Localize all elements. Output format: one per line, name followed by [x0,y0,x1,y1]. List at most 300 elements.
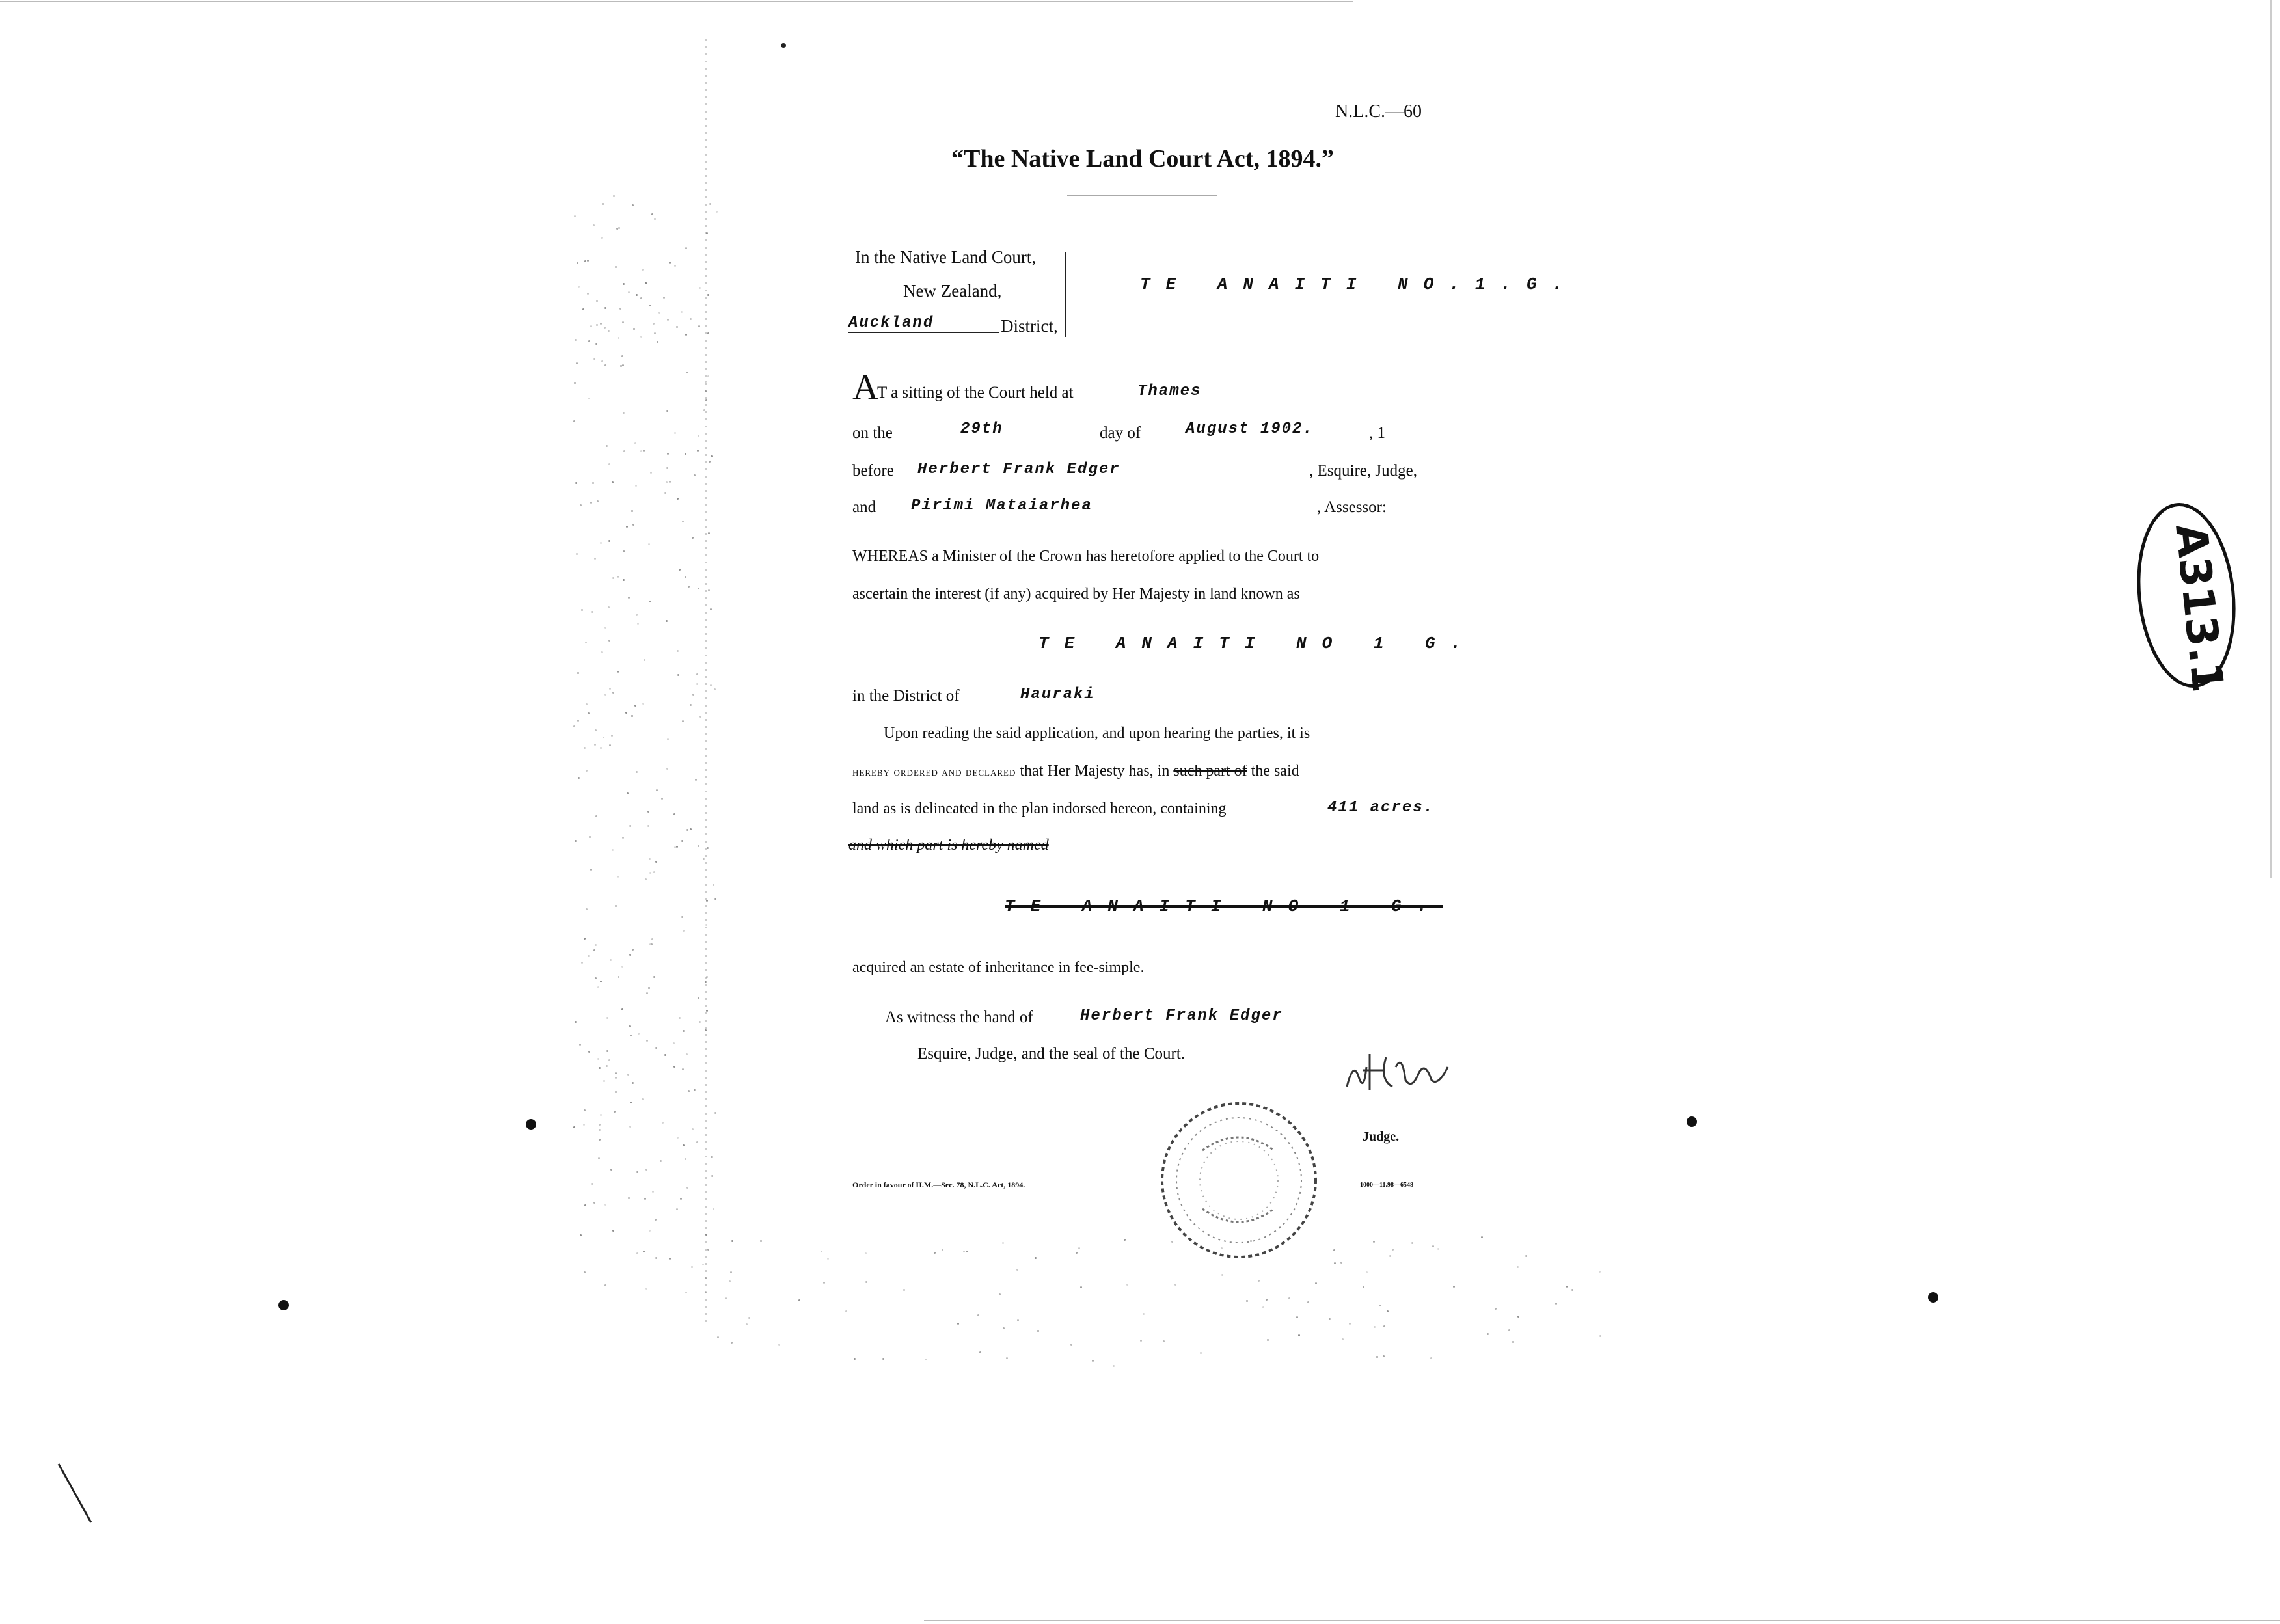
scan-speck [698,435,699,437]
order-end: the said [1251,763,1299,779]
scan-speck [623,450,625,452]
sitting-line-1: T a sitting of the Court held at [877,384,1074,401]
whereas-line-2: ascertain the interest (if any) acquired by Her Majesty in land known as [852,586,1300,602]
scan-speck [711,1175,713,1177]
scan-speck [1379,1305,1381,1306]
scan-speck [612,849,614,851]
scan-speck [612,1230,614,1232]
scan-speck [1376,1356,1378,1358]
scan-speck [583,1124,585,1126]
scan-speck [682,1068,684,1070]
scan-speck [706,232,708,234]
scan-speck [1221,1274,1223,1276]
scan-speck [584,747,586,749]
scan-speck [634,705,636,707]
scan-speck [1517,1316,1519,1318]
scan-speck [606,445,608,447]
scan-speck [594,558,596,560]
scan-speck [578,286,580,288]
scan-speck [666,467,668,469]
district-of-label: in the District of [852,687,960,705]
court-bracket [1061,252,1066,337]
scan-speck [630,1035,632,1036]
scan-speck [698,588,699,589]
scan-speck [1174,1284,1176,1286]
scan-speck [598,1157,600,1159]
scan-speck [615,266,617,268]
ink-speck [526,1119,536,1130]
scan-speck [731,1342,733,1344]
scan-speck [575,339,577,341]
scan-speck [669,481,671,483]
scan-speck [588,398,590,399]
scan-speck [1387,1310,1389,1312]
witness-line-2: Esquire, Judge, and the seal of the Court. [917,1045,1186,1062]
scan-speck [649,872,651,874]
scan-speck [604,627,606,629]
scan-speck [1508,1329,1510,1331]
scan-speck [609,688,611,690]
scan-speck [692,694,694,696]
scan-speck [1035,1257,1037,1259]
scan-speck [676,326,678,328]
scan-speck [679,569,681,571]
scan-speck [649,304,651,306]
scan-speck [640,336,642,338]
scan-speck [600,981,602,982]
scan-speck [576,362,578,364]
scan-speck [628,291,630,293]
scan-speck [574,215,576,217]
scan-speck [633,328,635,330]
scan-speck [674,432,676,434]
scan-speck [681,311,683,313]
scan-speck [655,1257,657,1259]
scan-speck [651,938,653,940]
scan-speck [934,1252,936,1254]
scan-speck [618,976,619,978]
scan-speck [707,294,709,296]
scan-speck [725,1297,727,1299]
scan-speck [666,768,668,770]
scan-speck [966,1251,968,1252]
scan-speck [603,737,604,738]
scan-speck [1163,1340,1165,1342]
scan-speck [599,1124,601,1126]
scan-speck [631,715,633,717]
footer-right: 1000—11.98—6548 [1360,1182,1413,1189]
scan-speck [683,1144,685,1146]
scan-speck [593,358,595,360]
scan-speck [669,1258,671,1260]
scan-speck [584,260,586,262]
scan-speck [600,323,602,325]
scan-speck [622,837,624,839]
scan-speck [597,500,599,502]
scan-speck [1080,1286,1082,1288]
scan-speck [705,390,707,392]
scan-speck [593,949,595,951]
scan-speck [760,1240,762,1242]
scan-speck [1296,1316,1298,1318]
scan-speck [688,1090,690,1092]
scan-speck [1140,1340,1142,1342]
scan-speck [654,218,656,220]
scan-speck [1571,1289,1573,1291]
scan-speck [710,608,712,610]
scan-speck [1334,1262,1336,1264]
scan-speck [651,213,653,215]
scan-speck [1512,1341,1514,1343]
scan-speck [584,1271,586,1273]
scan-speck [714,688,716,690]
scan-speck [698,845,699,847]
scan-speck [627,1074,629,1076]
scan-speck [963,1251,965,1252]
scan-speck [667,319,669,321]
scan-speck [595,729,597,731]
scan-speck [1126,1284,1128,1286]
scan-speck [663,297,665,299]
scan-speck [679,1017,681,1019]
scan-speck [957,1323,959,1325]
scan-speck [1389,1255,1391,1257]
scan-speck [608,640,610,642]
scan-speck [686,372,688,373]
judge-title: , Esquire, Judge, [1309,462,1417,480]
judge-signature [1340,1041,1458,1100]
scan-speck [1411,1242,1413,1244]
scan-speck [588,1051,590,1053]
scan-speck [630,1102,632,1103]
scan-speck [621,966,623,968]
scan-speck [1363,1286,1364,1288]
scan-speck [696,1141,698,1143]
scan-speck [705,1291,707,1293]
scan-speck [1437,1248,1439,1250]
scan-speck [585,642,587,643]
scan-speck [579,1044,581,1046]
scan-speck [629,825,631,827]
scan-speck [1246,1300,1248,1302]
scan-speck [669,262,671,264]
district-label: District, [1001,316,1058,336]
scan-speck [1383,1355,1385,1357]
scan-speck [729,1280,731,1282]
scan-speck [595,343,597,345]
scan-speck [576,553,578,555]
scan-speck [778,1344,780,1346]
scan-speck [599,1067,601,1069]
scan-speck [600,747,602,749]
scan-speck [651,943,653,945]
scan-speck [1143,1313,1145,1315]
scan-speck [1078,1247,1080,1249]
scan-speck [666,481,668,483]
scan-speck [705,924,707,926]
scan-speck [608,606,610,608]
year-suffix: , 1 [1369,424,1385,442]
scan-speck [1076,1252,1078,1254]
scan-speck [634,442,636,444]
scan-speck [705,1234,707,1236]
scan-speck [711,455,712,457]
order-text: that Her Majesty has, in [1020,763,1170,779]
scan-speck [903,1289,905,1291]
scan-speck [688,586,690,588]
scan-speck [638,1033,640,1035]
scan-speck [1258,1280,1260,1282]
scan-speck [606,1065,608,1067]
scan-speck [584,1204,586,1206]
scan-speck [657,341,658,343]
scan-speck [655,1047,657,1049]
scan-speck [666,620,668,622]
scan-speck [573,725,575,727]
scan-speck [1092,1360,1094,1362]
scan-speck [1430,1357,1432,1359]
scan-speck [590,502,592,504]
scan-speck [621,1008,623,1010]
scan-speck [636,294,638,296]
scan-speck [584,1109,586,1111]
assessor-title: , Assessor: [1317,498,1387,516]
scan-speck [686,829,688,831]
scan-speck [676,1208,678,1210]
scan-speck [865,1281,867,1283]
block-name: TE ANAITI NO.1.G. [1140,275,1579,294]
scan-speck [655,861,657,863]
scan-speck [1070,1344,1072,1346]
scan-speck [573,1126,575,1128]
scan-speck [696,683,698,685]
scan-speck [666,410,668,412]
scan-speck [999,1293,1001,1295]
scan-speck [612,577,614,579]
district-of-name: Hauraki [1020,686,1095,703]
scan-speck [601,237,603,239]
sitting-day: 29th [960,420,1003,438]
scan-speck [1374,1326,1376,1328]
scan-speck [644,1198,646,1200]
scan-speck [612,692,614,694]
scan-speck [626,526,628,528]
scan-speck [604,694,606,696]
scan-speck [636,1171,638,1173]
order-line-3: land as is delineated in the plan indorsed hereon, containing [852,800,1227,817]
order-caps: hereby ordered and declared [852,765,1016,778]
scan-speck [798,1299,800,1301]
scan-speck [1037,1330,1039,1332]
scan-speck [643,1251,645,1252]
scan-speck [660,1160,662,1162]
scan-speck [1487,1333,1489,1335]
scan-speck [711,1156,712,1158]
scan-speck [692,1128,694,1130]
scan-speck [706,900,708,902]
scan-speck [615,905,617,907]
scan-speck [604,327,606,329]
scan-speck [1599,1271,1601,1273]
scan-speck [601,360,603,362]
scan-speck [686,1053,688,1055]
scan-speck [681,916,683,918]
scan-speck [608,463,610,465]
estate-line: acquired an estate of inheritance in fee-simple. [852,959,1145,976]
scan-speck [640,297,642,299]
scan-speck [591,611,593,613]
scan-speck [655,1219,657,1221]
scan-speck [705,399,707,401]
page-title: “The Native Land Court Act, 1894.” [951,145,1334,172]
scan-speck [865,1252,867,1254]
scan-speck [642,269,644,271]
scan-speck [604,1284,606,1286]
scan-speck [705,1277,707,1279]
scan-speck [652,1191,654,1193]
scan-speck [709,461,711,463]
scan-speck [1373,1241,1375,1243]
scan-speck [597,1058,599,1060]
scan-speck [606,1017,608,1019]
scan-speck [611,735,613,737]
scan-speck [731,1240,733,1242]
scan-speck [615,1091,617,1093]
scan-speck [707,375,709,377]
ink-speck [278,1300,289,1310]
scan-speck [664,1054,666,1056]
scan-speck [647,825,649,827]
scan-speck [1288,1297,1290,1299]
scan-speck [710,684,712,686]
scan-speck [1307,1301,1309,1303]
scan-speck [667,453,669,455]
order-line-1: Upon reading the said application, and upon hearing the parties, it is [884,725,1310,742]
title-divider [1067,195,1217,196]
scan-speck [627,792,629,794]
scan-speck [707,1249,709,1251]
scan-speck [845,1310,847,1312]
scan-speck [587,260,589,262]
scan-speck [1298,1334,1300,1336]
scan-speck [593,224,595,226]
witness-judge-name: Herbert Frank Edger [1080,1007,1283,1025]
scan-speck [577,262,578,264]
scan-speck [1315,1282,1317,1284]
scan-speck [610,959,612,961]
scan-speck [580,504,582,506]
scan-speck [619,308,621,310]
scan-speck [686,1187,688,1189]
scan-speck [653,871,655,873]
scan-speck [1432,1245,1434,1247]
scan-speck [593,1202,595,1204]
scan-speck [1517,1266,1519,1268]
scan-speck [977,1314,979,1316]
scan-speck [677,650,679,652]
scan-speck [1262,1306,1264,1308]
scan-speck [575,482,577,484]
scan-speck [682,521,684,522]
court-seal [1157,1098,1321,1262]
scan-speck [578,777,580,779]
scan-speck [1342,1338,1344,1340]
scan-speck [636,1252,638,1254]
scan-speck [577,672,579,674]
scan-speck [623,550,625,552]
scan-speck [642,1098,644,1100]
scan-speck [1113,1365,1115,1367]
scan-speck [1002,1242,1004,1244]
on-the-label: on the [852,424,893,442]
scan-speck [698,997,699,999]
scan-speck [653,976,655,978]
scan-speck [705,381,707,383]
scan-speck [823,1282,825,1284]
judge-name: Herbert Frank Edger [917,461,1120,478]
scan-speck [622,364,624,366]
scan-speck [677,498,679,500]
before-label: before [852,462,894,480]
scan-speck [703,858,705,860]
scan-speck [594,744,596,746]
scan-speck [590,325,592,327]
scan-speck [703,409,705,411]
scan-speck [699,1021,701,1023]
scan-speck [628,597,630,599]
scan-speck [586,770,588,772]
scan-speck [699,716,701,718]
sitting-month-year: August 1902. [1186,420,1314,438]
scan-speck [615,1077,617,1079]
scan-speck [708,532,710,534]
scan-speck [649,858,651,860]
scan-speck [628,1197,630,1199]
scan-speck [649,601,651,602]
scan-speck [1124,1239,1126,1241]
scan-speck [1453,1286,1455,1288]
scan-speck [690,318,692,320]
scan-speck [1383,1325,1385,1327]
struck-land-name: TE ANAITI NO 1 G. [1005,897,1443,916]
scan-speck [608,330,610,332]
scan-speck [617,876,619,878]
scan-speck [632,1082,634,1084]
scan-speck [1329,1318,1331,1320]
archive-reference-number: A313.1 [2165,521,2233,695]
scan-speck [604,307,606,309]
scan-speck [692,537,694,539]
scan-speck [706,1010,708,1012]
scan-speck [673,1042,675,1044]
scan-speck [603,1080,605,1082]
scan-speck [645,1169,647,1171]
scan-speck [664,492,666,494]
scan-speck [694,474,696,476]
scan-speck [673,813,675,815]
scan-speck [656,789,658,791]
scan-speck [1366,1271,1368,1273]
scan-speck [648,543,650,545]
scan-speck [586,703,588,705]
scan-speck [623,579,625,581]
scan-speck [1266,1299,1268,1301]
scan-speck [601,651,603,653]
scan-speck [682,720,684,722]
scan-speck [629,954,631,956]
ink-speck [1928,1292,1938,1303]
scan-speck [1200,1352,1202,1354]
